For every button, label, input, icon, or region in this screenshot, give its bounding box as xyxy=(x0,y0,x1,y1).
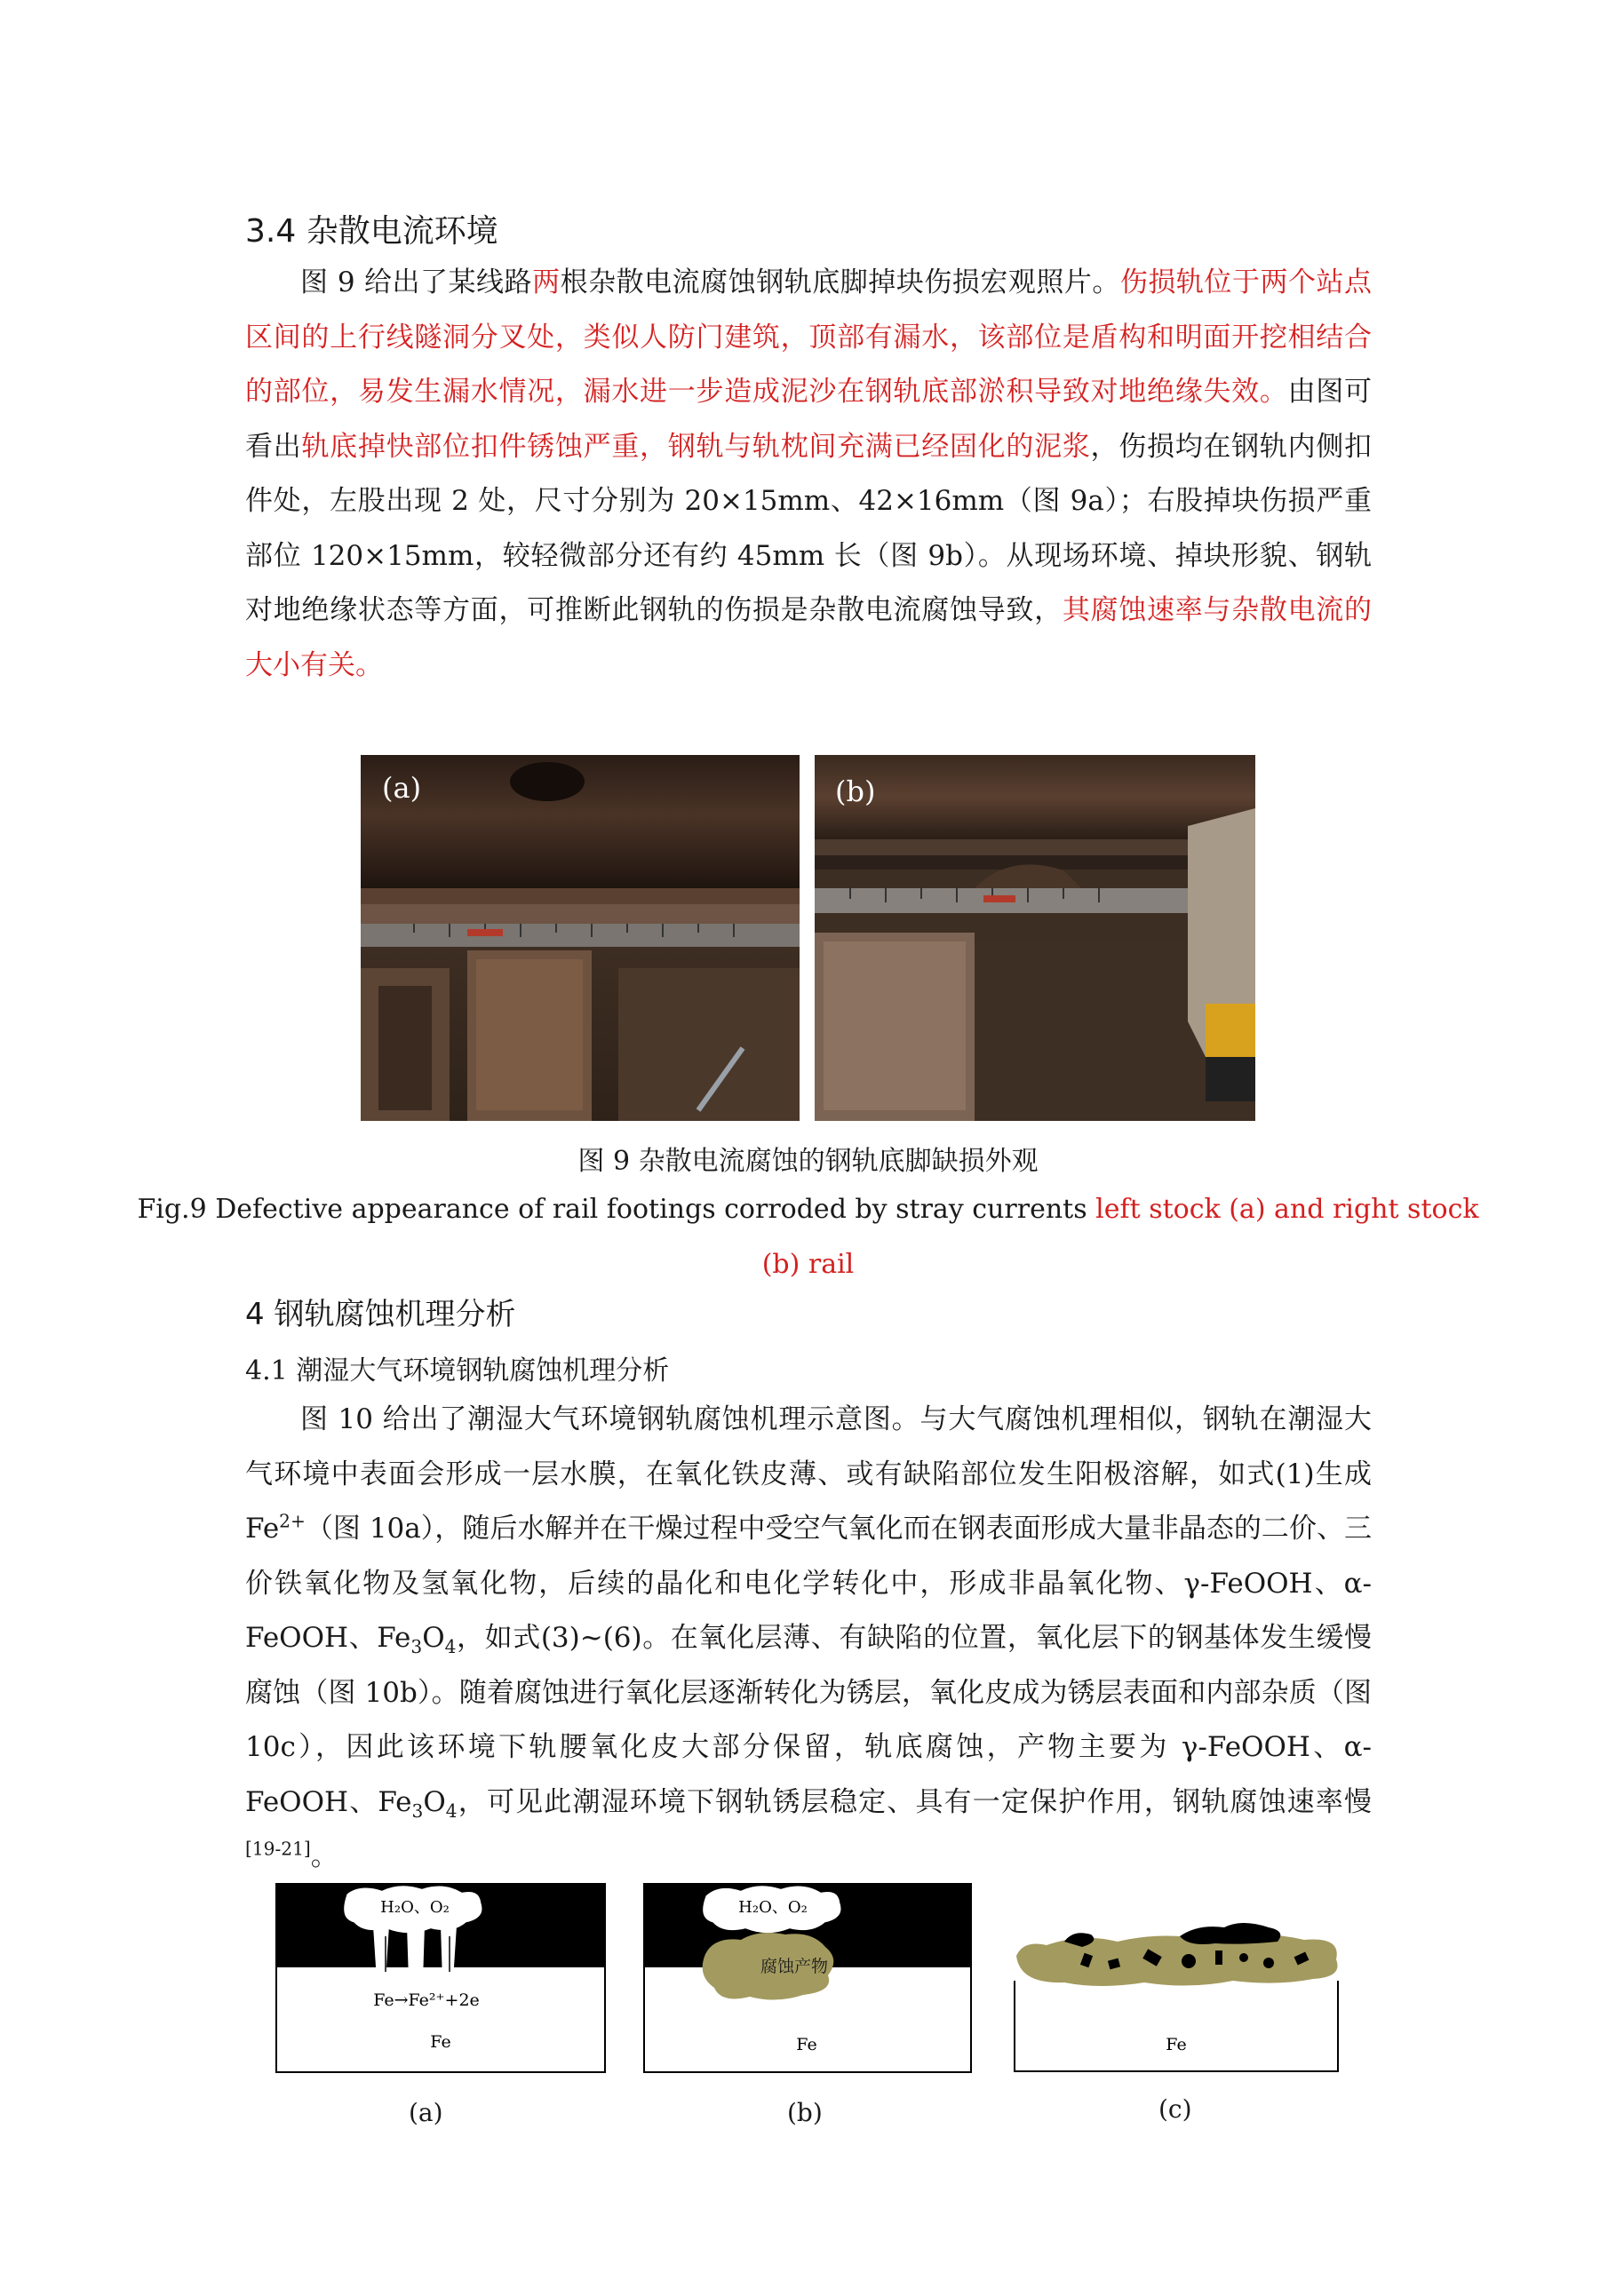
paragraph-text xyxy=(245,256,1372,693)
figure-10a-diagram xyxy=(275,1883,606,2073)
figure-10b-label: (b) xyxy=(787,2098,823,2127)
text-run: 其腐蚀速率与杂散电流的大小有关。 xyxy=(245,594,1373,681)
fig10b-fe-label: Fe xyxy=(796,2035,817,2054)
text-run: 轨底掉快部位扣件锈蚀严重，钢轨与轨枕间充满已经固化的泥浆 xyxy=(301,430,1091,463)
figure-9b-photo xyxy=(815,755,1255,1121)
section-4-1-paragraph xyxy=(245,1393,1372,1885)
section-3-4-paragraph xyxy=(245,256,1372,693)
figure-9a-photo xyxy=(361,755,800,1121)
text-run: 由图可看出 xyxy=(245,376,1372,463)
fig10b-cloud-text: H₂O、O₂ xyxy=(738,1898,808,1917)
figure-9b-label: (b) xyxy=(835,775,876,808)
section-4-1-heading: 4.1 潮湿大气环境钢轨腐蚀机理分析 xyxy=(245,1355,670,1386)
subscript: 4 xyxy=(445,1799,458,1822)
figure-9-caption-en-line2: (b) rail xyxy=(761,1249,855,1280)
section-3-4-heading: 3.4 杂散电流环境 xyxy=(245,213,498,250)
text-run: ，如式(3)~(6)。在氧化层薄、有缺陷的位置，氧化层下的钢基体发生缓慢腐蚀（图 10b）。随着腐蚀进行氧化层逐渐转化为锈层，氧化皮成为锈层表面和内部杂质（图 10c），因此该环境下轨腰氧化皮大部分保留，轨底腐蚀，产物主要为 γ-FeOOH、α-FeOOH、Fe xyxy=(245,1622,1373,1818)
fig10a-fe-label: Fe xyxy=(430,2032,451,2052)
subscript: 3 xyxy=(410,1636,423,1658)
subscript: 4 xyxy=(444,1636,457,1658)
figure-10c-diagram xyxy=(1011,1901,1341,2073)
reference: [19-21] xyxy=(245,1838,311,1860)
caption-en-black: Fig.9 Defective appearance of rail footings corroded by stray currents xyxy=(137,1194,1096,1225)
text-run: O xyxy=(422,1622,445,1654)
caption-en-red: left stock (a) and right stock xyxy=(1095,1194,1479,1225)
subscript: 3 xyxy=(411,1799,424,1822)
fig10b-product: 腐蚀产物 xyxy=(760,1957,829,1976)
figure-10a-label: (a) xyxy=(409,2098,443,2127)
text-run: ，伤损均在钢轨内侧扣件处，左股出现 2 处，尺寸分别为 20×15mm、42×16mm（图 9a）；右股掉块伤损严重部位 120×15mm，较轻微部分还有约 45mm 长（图 9b）。从现场环境、掉块形貌、钢轨对地绝缘状态等方面，可推断此钢轨的伤损是杂散电流腐蚀导致， xyxy=(245,430,1373,626)
text-run: ，可见此潮湿环境下钢轨锈层稳定、具有一定保护作用，钢轨腐蚀速率慢 xyxy=(457,1785,1373,1818)
text-run: 根杂散电流腐蚀钢轨底脚掉块伤损宏观照片。 xyxy=(560,266,1120,298)
text-run: 。 xyxy=(310,1840,338,1872)
text-run: 图 10 给出了潮湿大气环境钢轨腐蚀机理示意图。与大气腐蚀机理相似，钢轨在潮湿大气环境中表面会形成一层水膜，在氧化铁皮薄、或有缺陷部位发生阳极溶解，如式(1)生成 xyxy=(245,1403,1372,1490)
figure-9-caption-en xyxy=(0,1194,1616,1225)
figure-9a-label: (a) xyxy=(382,771,422,805)
figure-10c-label: (c) xyxy=(1158,2094,1192,2124)
figure-9-caption-cn: 图 9 杂散电流腐蚀的钢轨底脚缺损外观 xyxy=(577,1146,1039,1177)
text-run: （图 10a），随后水解并在干燥过程中受空气氧化而在钢表面形成大量非晶态的二价、三价铁氧化物及氢氧化物，后续的晶化和电化学转化中，形成非晶氧化物、γ-FeOOH、α-FeOOH、Fe xyxy=(245,1513,1372,1654)
fig10a-cloud-text: H₂O、O₂ xyxy=(380,1898,450,1917)
text-run: Fe xyxy=(245,1513,280,1545)
text-run: 图 9 给出了某线路 xyxy=(300,266,533,298)
superscript: 2+ xyxy=(279,1510,306,1532)
text-run: 伤损轨位于两个站点区间的上行线隧洞分叉处，类似人防门建筑，顶部有漏水，该部位是盾构和明面开挖相结合的部位，易发生漏水情况，漏水进一步造成泥沙在钢轨底部淤积导致对地绝缘失效。 xyxy=(245,266,1373,408)
paragraph-text xyxy=(245,1393,1372,1885)
section-4-heading: 4 钢轨腐蚀机理分析 xyxy=(245,1297,516,1332)
text-run: 两 xyxy=(532,266,561,298)
text-run: O xyxy=(423,1785,446,1818)
figure-10b-diagram xyxy=(643,1883,972,2073)
fig10c-fe-label: Fe xyxy=(1166,2035,1187,2054)
fig10a-reaction: Fe→Fe²⁺+2e xyxy=(373,1990,480,2010)
